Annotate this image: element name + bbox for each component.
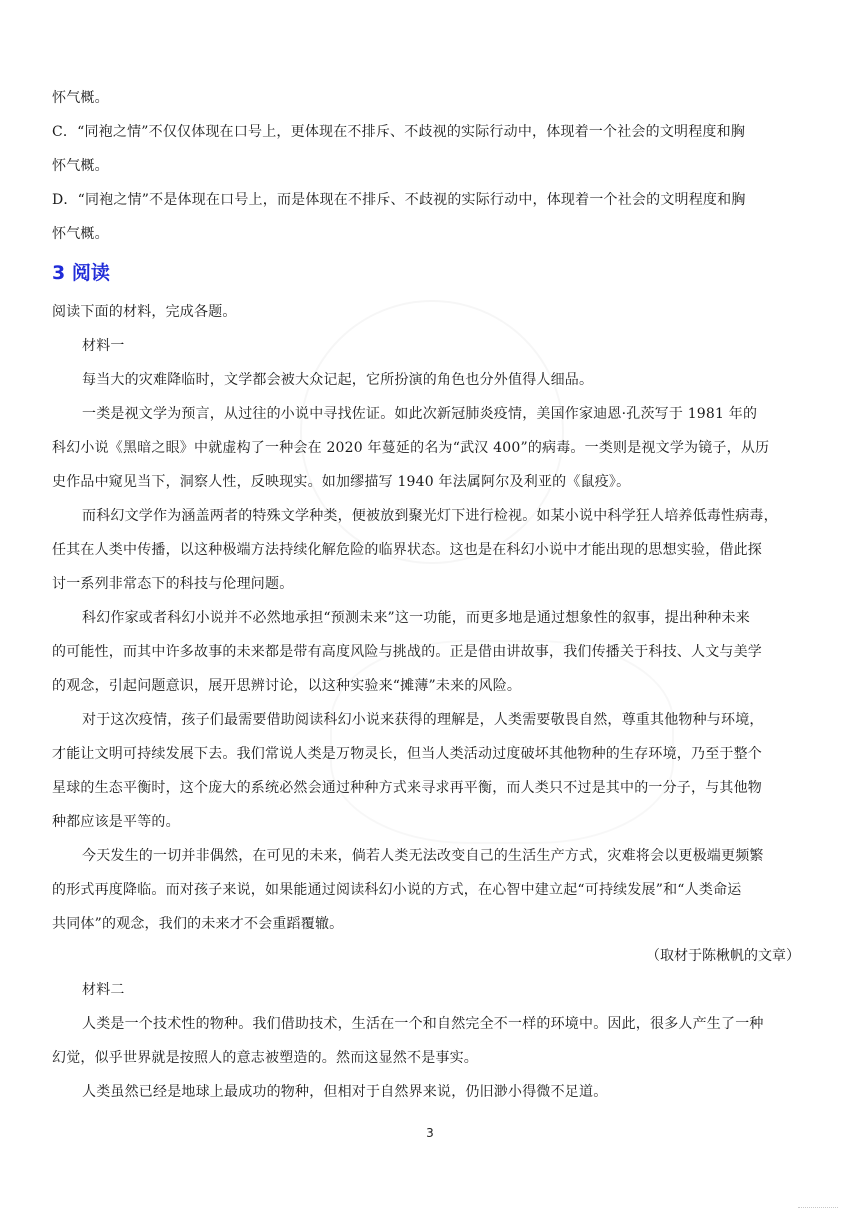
material2-paragraph: 人类是一个技术性的物种。我们借助技术，生活在一个和自然完全不一样的环境中。因此，很多人产生了一种 [82,1016,764,1032]
material1-paragraph-line: 才能让文明可持续发展下去。我们常说人类是万物灵长，但当人类活动过度破坏其他物种的生存环境，乃至于整个 [52,746,762,762]
material1-paragraph-line: 史作品中窥见当下，洞察人性，反映现实。如加缪描写 1940 年法属阿尔及利亚的《鼠疫》。 [52,474,631,490]
material1-paragraph-line: 星球的生态平衡时，这个庞大的系统必然会通过种种方式来寻求再平衡，而人类只不过是其中的一分子，与其他物 [52,780,762,796]
material1-paragraph-line: 的形式再度降临。而对孩子来说，如果能通过阅读科幻小说的方式，在心智中建立起“可持续发展”和“人类命运 [52,882,742,898]
corner-mark [798,1201,838,1208]
watermark-logo [330,640,674,844]
material1-source: （取材于陈楸帆的文章） [646,948,800,964]
material2-paragraph-line: 幻觉，似乎世界就是按照人的意志被塑造的。然而这显然不是事实。 [52,1050,478,1066]
material1-paragraph: 而科幻文学作为涵盖两者的特殊文学种类，便被放到聚光灯下进行检视。如某小说中科学狂人培养低毒性病毒， [82,508,778,524]
material1-paragraph: 对于这次疫情，孩子们最需要借助阅读科幻小说来获得的理解是，人类需要敬畏自然，尊重其他物种与环境， [82,712,764,728]
material2-paragraph: 人类虽然已经是地球上最成功的物种，但相对于自然界来说，仍旧渺小得微不足道。 [82,1084,608,1100]
material1-paragraph: 每当大的灾难降临时，文学都会被大众记起，它所扮演的角色也分外值得人细品。 [82,372,594,388]
material1-paragraph-line: 的观念，引起问题意识，展开思辨讨论，以这种实验来“摊薄”未来的风险。 [52,678,522,694]
material1-label: 材料一 [82,338,125,354]
option-d-continuation: 怀气概。 [52,226,109,242]
material1-paragraph-line: 任其在人类中传播，以这种极端方法持续化解危险的临界状态。这也是在科幻小说中才能出现的思想实验，借此探 [52,542,762,558]
section-instruction: 阅读下面的材料，完成各题。 [52,304,237,320]
option-c-continuation: 怀气概。 [52,158,109,174]
material1-paragraph-line: 的可能性，而其中许多故事的未来都是带有高度风险与挑战的。正是借由讲故事，我们传播关于科技、人文与美学 [52,644,762,660]
option-d: D．“同袍之情”不是体现在口号上，而是体现在不排斥、不歧视的实际行动中，体现着一个社会的文明程度和胸 [52,192,746,208]
material1-paragraph: 今天发生的一切并非偶然，在可见的未来，倘若人类无法改变自己的生活生产方式，灾难将会以更极端更频繁 [82,848,764,864]
option-c: C．“同袍之情”不仅仅体现在口号上，更体现在不排斥、不歧视的实际行动中，体现着一个社会的文明程度和胸 [52,124,746,140]
page-number: 3 [426,1126,434,1140]
material2-label: 材料二 [82,982,125,998]
material1-paragraph: 科幻作家或者科幻小说并不必然地承担“预测未来”这一功能，而更多地是通过想象性的叙事，提出种种未来 [82,610,750,626]
material1-paragraph-line: 科幻小说《黑暗之眼》中就虚构了一种会在 2020 年蔓延的名为“武汉 400”的病毒。一类则是视文学为镜子，从历 [52,440,770,456]
material1-paragraph-line: 种都应该是平等的。 [52,814,180,830]
section-heading: 3 阅读 [52,262,110,284]
material1-paragraph-line: 共同体”的观念，我们的未来才不会重蹈覆辙。 [52,916,344,932]
material1-paragraph-line: 讨一系列非常态下的科技与伦理问题。 [52,576,294,592]
option-b-continuation: 怀气概。 [52,90,109,106]
material1-paragraph: 一类是视文学为预言，从过往的小说中寻找佐证。如此次新冠肺炎疫情，美国作家迪恩·孔茨写于 1981 年的 [82,406,758,422]
